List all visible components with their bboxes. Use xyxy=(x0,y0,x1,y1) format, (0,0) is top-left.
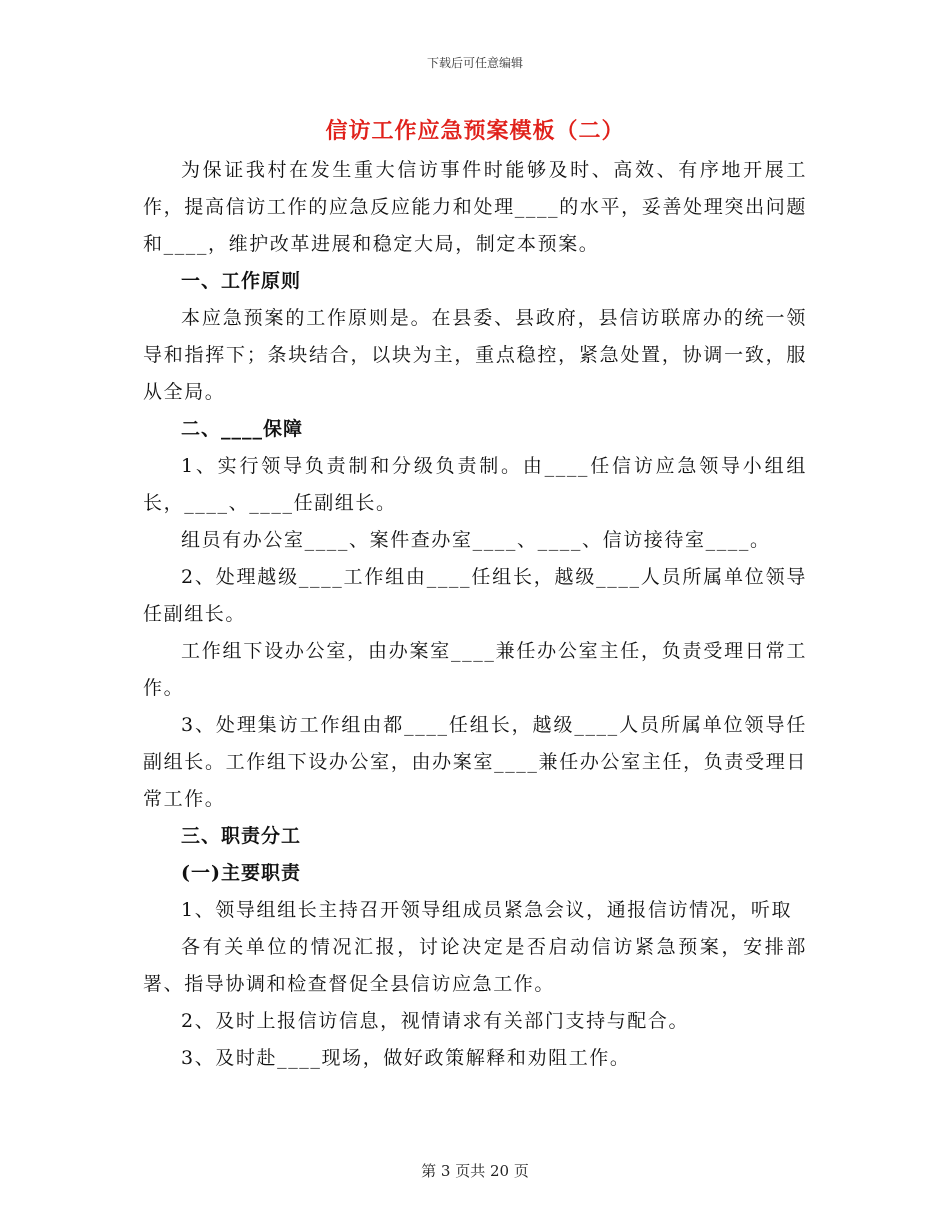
paragraph-item-2: 2、处理越级____工作组由____任组长，越级____人员所属单位领导任副组长。 xyxy=(143,566,807,625)
section-heading-principles: 一、工作原则 xyxy=(181,270,302,292)
section-heading-guarantee: 二、____保障 xyxy=(181,418,304,440)
paragraph-item-1: 1、实行领导负责制和分级负责制。由____任信访应急领导小组组长，____、____任副组长。 xyxy=(143,455,807,514)
paragraph-office: 工作组下设办公室，由办案室____兼任办公室主任，负责受理日常工作。 xyxy=(143,640,807,699)
paragraph-duty-2: 2、及时上报信访信息，视情请求有关部门支持与配合。 xyxy=(181,1010,690,1032)
document-body xyxy=(143,152,807,1077)
paragraph-duty-1-cont: 各有关单位的情况汇报，讨论决定是否启动信访紧急预案，安排部署、指导协调和检查督促全县信访应急工作。 xyxy=(143,936,807,995)
paragraph-members: 组员有办公室____、案件查办室____、____、信访接待室____。 xyxy=(181,529,771,551)
paragraph-duty-3: 3、及时赴____现场，做好政策解释和劝阻工作。 xyxy=(181,1047,631,1069)
paragraph-item-3: 3、处理集访工作组由都____任组长，越级____人员所属单位领导任副组长。工作组下设办公室，由办案室____兼任办公室主任，负责受理日常工作。 xyxy=(143,714,807,810)
subsection-heading-main-duties: (一)主要职责 xyxy=(181,862,301,884)
document-title: 信访工作应急预案模板（二） xyxy=(325,118,625,144)
page-footer: 第 3 页共 20 页 xyxy=(421,1162,529,1180)
paragraph-duty-1: 1、领导组组长主持召开领导组成员紧急会议，通报信访情况，听取 xyxy=(181,899,793,921)
section-heading-duties: 三、职责分工 xyxy=(181,825,302,847)
paragraph-principles: 本应急预案的工作原则是。在县委、县政府，县信访联席办的统一领导和指挥下；条块结合，以块为主，重点稳控，紧急处置，协调一致，服从全局。 xyxy=(143,307,807,403)
page-header: 下载后可任意编辑 xyxy=(426,56,523,70)
paragraph-intro: 为保证我村在发生重大信访事件时能够及时、高效、有序地开展工作，提高信访工作的应急反应能力和处理____的水平，妥善处理突出问题和____，维护改革进展和稳定大局，制定本预案。 xyxy=(143,159,807,255)
